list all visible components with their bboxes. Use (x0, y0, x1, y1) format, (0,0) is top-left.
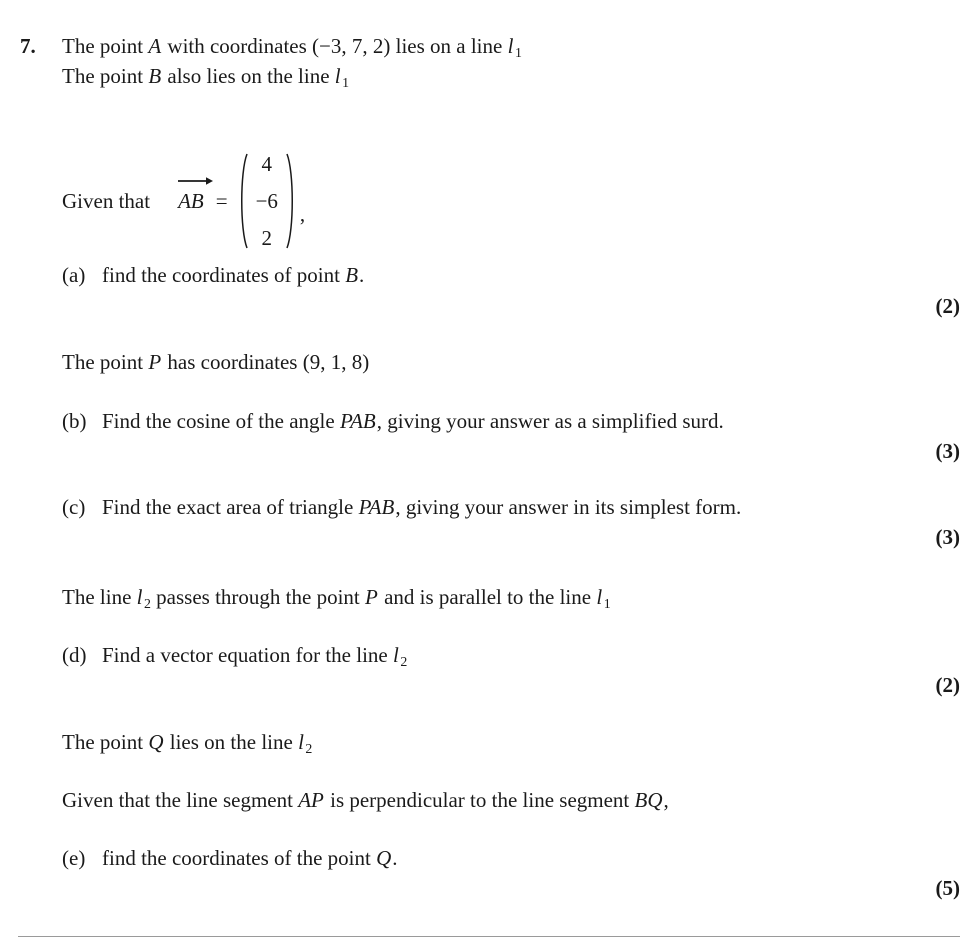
part-d-text-pre: Find a vector equation for the line (102, 643, 393, 667)
right-paren-icon (285, 152, 298, 250)
question-part-c (62, 494, 741, 521)
part-e-label: (e) (62, 846, 86, 870)
part-e-text-post: . (392, 846, 398, 870)
part-a-variable: B (345, 263, 359, 287)
vector-ab-label (178, 188, 204, 215)
stem-line-2-variable-b: B (148, 64, 162, 88)
part-a-marks: (2) (935, 294, 960, 318)
column-vector-components (249, 152, 285, 250)
vector-component-2: −6 (255, 189, 278, 213)
line-l2-variable-p: P (364, 585, 378, 609)
point-q-line-subscript: 2 (305, 741, 313, 757)
stem-line-2 (62, 63, 349, 90)
perpendicular-text-post: , (663, 788, 669, 812)
part-d-variable: l (393, 643, 399, 667)
stem-line-1-line-subscript: 1 (514, 45, 522, 61)
stem-line-2-line-variable: l (334, 64, 341, 88)
line-l2-text-pre: The line (62, 585, 137, 609)
vector-component-1: 4 (261, 152, 272, 176)
part-a-label: (a) (62, 263, 86, 287)
part-a-text-pre: find the coordinates of point (102, 263, 346, 287)
vector-component-3: 2 (261, 226, 272, 250)
stem-line-1 (62, 33, 522, 60)
perpendicular-segment-bq: BQ (634, 788, 663, 812)
line-l2-variable-l1: l (596, 585, 603, 609)
part-e-text-pre: find the coordinates of the point (102, 846, 377, 870)
question-number: 7. (20, 34, 36, 58)
stem-line-1-line-variable: l (507, 34, 514, 58)
part-d-label: (d) (62, 643, 87, 667)
question-part-b (62, 408, 724, 435)
line-l2-text-mid: passes through the point (150, 585, 365, 609)
part-b-variable: PAB (339, 409, 376, 433)
part-c-text-post: , giving your answer in its simplest form. (395, 495, 742, 519)
part-b-label: (b) (62, 409, 87, 433)
part-d-marks: (2) (935, 673, 960, 697)
part-d-subscript: 2 (400, 654, 408, 670)
part-c-label: (c) (62, 495, 86, 519)
part-e-variable: Q (376, 846, 392, 870)
question-part-e (62, 845, 398, 872)
point-q-text-mid: lies on the line (164, 730, 299, 754)
part-b-text-post: , giving your answer as a simplified surd. (376, 409, 724, 433)
perpendicular-text-pre: Given that the line segment (62, 788, 299, 812)
line-l2-statement (62, 584, 611, 611)
column-vector-matrix (236, 152, 306, 250)
vector-trailing-comma: , (299, 202, 306, 226)
point-q-line-variable: l (298, 730, 304, 754)
question-part-d (62, 642, 407, 669)
perpendicular-statement (62, 787, 669, 814)
stem-line-2-line-subscript: 1 (342, 75, 350, 91)
point-p-statement (62, 349, 369, 376)
point-p-variable: P (148, 350, 162, 374)
line-l2-variable: l (136, 585, 143, 609)
question-part-a (62, 262, 364, 289)
stem-line-2-text-pre: The point (62, 64, 149, 88)
part-b-text-pre: Find the cosine of the angle (102, 409, 340, 433)
line-l2-text-mid-2: and is parallel to the line (378, 585, 597, 609)
right-arrow-overbar-icon (177, 175, 213, 185)
perpendicular-segment-ap: AP (298, 788, 324, 812)
vector-ab-text: AB (178, 188, 204, 213)
part-c-text-pre: Find the exact area of triangle (102, 495, 359, 519)
stem-line-1-variable-a: A (148, 34, 162, 58)
line-l2-subscript-l1: 1 (603, 596, 611, 612)
part-e-marks: (5) (935, 876, 960, 900)
part-c-marks: (3) (935, 525, 960, 549)
given-that-label: Given that (62, 188, 151, 213)
left-paren-icon (236, 152, 249, 250)
point-p-text-post: has coordinates (9, 1, 8) (162, 350, 370, 374)
point-q-text-pre: The point (62, 730, 149, 754)
stem-line-1-text-pre: The point (62, 34, 149, 58)
part-a-text-post: . (359, 263, 365, 287)
given-vector-expression (62, 152, 305, 250)
line-l2-subscript: 2 (143, 596, 151, 612)
perpendicular-text-mid: is perpendicular to the line segment (324, 788, 635, 812)
part-c-variable: PAB (358, 495, 395, 519)
equals-sign: = (215, 188, 228, 213)
stem-line-2-text-mid: also lies on the line (162, 64, 335, 88)
point-q-statement (62, 729, 312, 756)
point-p-text-pre: The point (62, 350, 149, 374)
stem-line-1-text-mid: with coordinates (−3, 7, 2) lies on a line (162, 34, 508, 58)
point-q-variable: Q (148, 730, 164, 754)
part-b-marks: (3) (935, 439, 960, 463)
bottom-divider (18, 936, 960, 937)
